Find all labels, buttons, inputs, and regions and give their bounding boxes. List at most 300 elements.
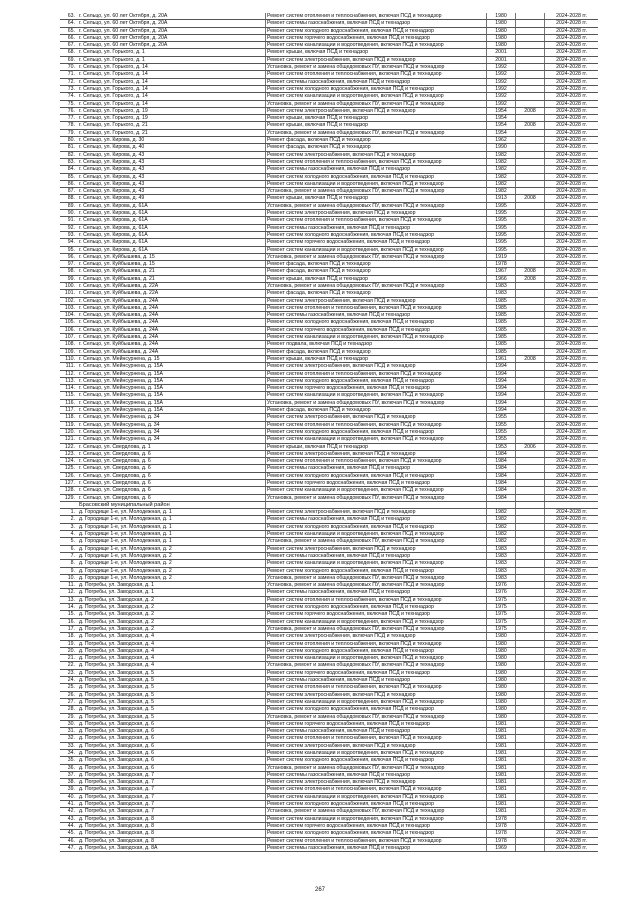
table-body-part-1: [60, 13, 598, 501]
row-period: 2024-2028 гг.: [545, 13, 599, 20]
row-year-repair: [516, 399, 545, 406]
row-address: д. Погребы, ул. Заводская, д. 6: [78, 720, 266, 727]
row-number: 1.: [60, 509, 78, 516]
row-period: 2024-2028 гг.: [545, 655, 599, 662]
table-row: [60, 122, 598, 129]
row-year-repair: 2008: [516, 275, 545, 282]
row-number: 22.: [60, 662, 78, 669]
row-work-type: Ремонт систем канализации и водоотведения, включая ПСД и технадзор: [266, 487, 487, 494]
row-year-built: 1992: [487, 85, 516, 92]
row-address: г. Сельцо, ул. Горького, д. 1: [78, 56, 266, 63]
table-row: [60, 129, 598, 136]
row-period: 2024-2028 гг.: [545, 582, 599, 589]
row-address: г. Сельцо, ул. Горького, д. 19: [78, 115, 266, 122]
row-year-repair: [516, 173, 545, 180]
row-number: 123.: [60, 450, 78, 457]
row-year-built: 1994: [487, 377, 516, 384]
row-period: 2024-2028 гг.: [545, 275, 599, 282]
row-period: 2024-2028 гг.: [545, 319, 599, 326]
row-year-built: 1982: [487, 516, 516, 523]
row-period: 2024-2028 гг.: [545, 370, 599, 377]
row-year-built: 1978: [487, 837, 516, 844]
row-number: 120.: [60, 428, 78, 435]
row-number: 101.: [60, 290, 78, 297]
row-year-repair: [516, 224, 545, 231]
row-address: г. Сельцо, ул. Кирова, д. 61А: [78, 246, 266, 253]
section-empty-period: [545, 501, 599, 508]
row-number: 104.: [60, 312, 78, 319]
row-year-built: 1982: [487, 158, 516, 165]
table-row: [60, 290, 598, 297]
row-year-built: 1981: [487, 749, 516, 756]
row-year-built: 1995: [487, 239, 516, 246]
row-number: 81.: [60, 144, 78, 151]
row-year-built: 1994: [487, 399, 516, 406]
row-year-built: 1992: [487, 78, 516, 85]
section-header-row: [60, 501, 598, 508]
row-work-type: Установка, ремонт и замена общедомовых ПУ, включая ПСД и технадзор: [266, 764, 487, 771]
row-number: 109.: [60, 348, 78, 355]
row-work-type: Ремонт системы газоснабжения, включая ПСД и технадзор: [266, 552, 487, 559]
row-number: 7.: [60, 552, 78, 559]
row-work-type: Ремонт систем отопления и теплоснабжения, включая ПСД и технадзор: [266, 370, 487, 377]
row-year-repair: [516, 494, 545, 501]
table-body-part-2: [60, 509, 598, 852]
row-number: 26.: [60, 691, 78, 698]
row-address: г. Сельцо, ул. Кирова, д. 61А: [78, 231, 266, 238]
row-year-built: 1981: [487, 786, 516, 793]
row-address: д. Погребы, ул. Заводская, д. 6: [78, 735, 266, 742]
row-number: 66.: [60, 34, 78, 41]
row-year-repair: [516, 655, 545, 662]
row-address: г. Сельцо, ул. Мейнсурнена, д. 15А: [78, 377, 266, 384]
row-period: 2024-2028 гг.: [545, 231, 599, 238]
row-year-built: 1995: [487, 246, 516, 253]
row-year-repair: [516, 64, 545, 71]
row-year-built: 1983: [487, 282, 516, 289]
row-period: 2024-2028 гг.: [545, 808, 599, 815]
row-address: д. Погребы, ул. Заводская, д. 8: [78, 837, 266, 844]
row-work-type: Установка, ремонт и замена общедомовых ПУ, включая ПСД и технадзор: [266, 282, 487, 289]
row-address: д. Погребы, ул. Заводская, д. 1: [78, 589, 266, 596]
row-year-repair: [516, 326, 545, 333]
row-work-type: Ремонт систем холодного водоснабжения, включая ПСД и технадзор: [266, 757, 487, 764]
row-year-repair: [516, 735, 545, 742]
row-year-repair: 2008: [516, 268, 545, 275]
row-period: 2024-2028 гг.: [545, 188, 599, 195]
row-number: 42.: [60, 808, 78, 815]
table-row: [60, 443, 598, 450]
table-row: [60, 261, 598, 268]
row-period: 2024-2028 гг.: [545, 625, 599, 632]
row-year-repair: [516, 71, 545, 78]
row-work-type: Ремонт систем канализации и водоотведения, включая ПСД и технадзор: [266, 655, 487, 662]
table-row: [60, 115, 598, 122]
row-year-repair: [516, 779, 545, 786]
row-address: г. Сельцо, ул. Кирова, д. 61А: [78, 239, 266, 246]
row-year-built: 1984: [487, 465, 516, 472]
row-number: 12.: [60, 589, 78, 596]
row-year-built: 1992: [487, 93, 516, 100]
row-address: д. Погребы, ул. Заводская, д. 2: [78, 618, 266, 625]
row-number: 105.: [60, 319, 78, 326]
row-address: г. Сельцо, ул. Куйбышева, д. 24А: [78, 326, 266, 333]
table-row: [60, 78, 598, 85]
row-year-repair: [516, 487, 545, 494]
table-row: [60, 370, 598, 377]
row-year-built: 1955: [487, 436, 516, 443]
table-row: [60, 49, 598, 56]
table-row: [60, 538, 598, 545]
table-row: [60, 567, 598, 574]
row-year-repair: [516, 246, 545, 253]
row-year-built: 1954: [487, 107, 516, 114]
row-period: 2024-2028 гг.: [545, 195, 599, 202]
row-period: 2024-2028 гг.: [545, 801, 599, 808]
table-row: [60, 830, 598, 837]
row-period: 2024-2028 гг.: [545, 42, 599, 49]
row-year-repair: [516, 574, 545, 581]
row-year-repair: [516, 312, 545, 319]
row-address: г. Сельцо, ул. Куйбышева, д. 24А: [78, 312, 266, 319]
row-address: д. Городище 1-е, ул. Молодежная, д. 2: [78, 552, 266, 559]
row-period: 2024-2028 гг.: [545, 107, 599, 114]
row-period: 2024-2028 гг.: [545, 604, 599, 611]
row-year-repair: [516, 129, 545, 136]
row-period: 2024-2028 гг.: [545, 589, 599, 596]
row-year-repair: [516, 144, 545, 151]
row-period: 2024-2028 гг.: [545, 443, 599, 450]
row-address: д. Городище 1-е, ул. Молодежная, д. 1: [78, 538, 266, 545]
row-year-built: 1980: [487, 640, 516, 647]
row-year-repair: [516, 385, 545, 392]
row-year-built: 1954: [487, 122, 516, 129]
row-period: 2024-2028 гг.: [545, 202, 599, 209]
row-period: 2024-2028 гг.: [545, 822, 599, 829]
row-address: д. Погребы, ул. Заводская, д. 5: [78, 691, 266, 698]
row-work-type: Ремонт систем канализации и водоотведения, включая ПСД и технадзор: [266, 749, 487, 756]
row-year-built: 1984: [487, 472, 516, 479]
row-period: 2024-2028 гг.: [545, 49, 599, 56]
row-period: 2024-2028 гг.: [545, 224, 599, 231]
row-number: 27.: [60, 698, 78, 705]
row-work-type: Ремонт систем электроснабжения, включая ПСД и технадзор: [266, 633, 487, 640]
row-number: 37.: [60, 771, 78, 778]
row-address: д. Погребы, ул. Заводская, д. 7: [78, 801, 266, 808]
row-work-type: Ремонт систем отопления и теплоснабжения, включая ПСД и технадзор: [266, 458, 487, 465]
row-work-type: Ремонт фасада, включая ПСД и технадзор: [266, 261, 487, 268]
row-number: 83.: [60, 158, 78, 165]
row-year-built: 1980: [487, 42, 516, 49]
row-address: г. Сельцо, ул. Горького, д. 14: [78, 71, 266, 78]
row-address: г. Сельцо, ул. 60 лет Октября, д. 20А: [78, 20, 266, 27]
row-year-built: 1994: [487, 407, 516, 414]
table-row: [60, 450, 598, 457]
row-year-built: 1981: [487, 728, 516, 735]
table-row: [60, 494, 598, 501]
row-year-repair: [516, 647, 545, 654]
row-work-type: Ремонт систем канализации и водоотведения, включая ПСД и технадзор: [266, 392, 487, 399]
table-row: [60, 560, 598, 567]
row-address: д. Погребы, ул. Заводская, д. 6: [78, 749, 266, 756]
row-address: г. Сельцо, ул. Кирова, д. 43: [78, 173, 266, 180]
row-year-built: 1995: [487, 210, 516, 217]
row-period: 2024-2028 гг.: [545, 290, 599, 297]
table-row: [60, 297, 598, 304]
row-year-repair: [516, 363, 545, 370]
row-number: 67.: [60, 42, 78, 49]
row-address: г. Сельцо, ул. Горького, д. 14: [78, 93, 266, 100]
row-work-type: Установка, ремонт и замена общедомовых ПУ, включая ПСД и технадзор: [266, 582, 487, 589]
row-year-built: 1994: [487, 392, 516, 399]
row-work-type: Ремонт крыши, включая ПСД и технадзор: [266, 49, 487, 56]
row-address: г. Сельцо, ул. Горького, д. 1: [78, 49, 266, 56]
row-year-repair: [516, 764, 545, 771]
row-period: 2024-2028 гг.: [545, 428, 599, 435]
table-row: [60, 728, 598, 735]
row-year-built: 1985: [487, 326, 516, 333]
row-work-type: Ремонт фасада, включая ПСД и технадзор: [266, 268, 487, 275]
row-year-repair: [516, 115, 545, 122]
row-period: 2024-2028 гг.: [545, 282, 599, 289]
row-number: 115.: [60, 392, 78, 399]
row-address: г. Сельцо, ул. Мейнсурнена, д. 15А: [78, 385, 266, 392]
row-year-built: 1981: [487, 764, 516, 771]
table-row: [60, 604, 598, 611]
row-address: д. Городище 1-е, ул. Молодежная, д. 1: [78, 516, 266, 523]
capital-repair-table: [60, 13, 598, 852]
row-number: 127.: [60, 480, 78, 487]
row-period: 2024-2028 гг.: [545, 34, 599, 41]
row-period: 2024-2028 гг.: [545, 363, 599, 370]
row-work-type: Ремонт систем отопления и теплоснабжения, включая ПСД и технадзор: [266, 640, 487, 647]
row-address: г. Сельцо, ул. Мейнсурнена, д. 15А: [78, 407, 266, 414]
row-year-repair: [516, 545, 545, 552]
row-period: 2024-2028 гг.: [545, 669, 599, 676]
row-work-type: Установка, ремонт и замена общедомовых ПУ, включая ПСД и технадзор: [266, 713, 487, 720]
row-number: 24.: [60, 677, 78, 684]
row-year-built: 1966: [487, 275, 516, 282]
row-period: 2024-2028 гг.: [545, 56, 599, 63]
row-year-repair: [516, 749, 545, 756]
schedule-table-sheet: [60, 13, 587, 852]
row-period: 2024-2028 гг.: [545, 122, 599, 129]
row-year-repair: [516, 377, 545, 384]
row-period: 2024-2028 гг.: [545, 749, 599, 756]
row-work-type: Установка, ремонт и замена общедомовых ПУ, включая ПСД и технадзор: [266, 808, 487, 815]
table-row: [60, 107, 598, 114]
row-year-built: 1985: [487, 348, 516, 355]
row-address: д. Погребы, ул. Заводская, д. 4: [78, 662, 266, 669]
table-row: [60, 326, 598, 333]
row-period: 2024-2028 гг.: [545, 261, 599, 268]
row-year-repair: [516, 217, 545, 224]
table-row: [60, 677, 598, 684]
table-row: [60, 436, 598, 443]
row-work-type: Ремонт систем электроснабжения, включая ПСД и технадзор: [266, 450, 487, 457]
row-year-repair: 2008: [516, 355, 545, 362]
table-row: [60, 706, 598, 713]
row-year-repair: [516, 742, 545, 749]
row-year-repair: [516, 341, 545, 348]
row-number: 41.: [60, 801, 78, 808]
row-year-repair: [516, 625, 545, 632]
row-period: 2024-2028 гг.: [545, 166, 599, 173]
table-row: [60, 377, 598, 384]
row-period: 2024-2028 гг.: [545, 450, 599, 457]
row-period: 2024-2028 гг.: [545, 115, 599, 122]
row-year-repair: [516, 188, 545, 195]
row-year-repair: [516, 253, 545, 260]
row-address: д. Погребы, ул. Заводская, д. 7: [78, 793, 266, 800]
row-address: г. Сельцо, ул. Мейнсурнена, д. 34: [78, 436, 266, 443]
row-work-type: Ремонт систем горячего водоснабжения, включая ПСД и технадзор: [266, 385, 487, 392]
row-period: 2024-2028 гг.: [545, 844, 599, 851]
table-row: [60, 85, 598, 92]
row-work-type: Ремонт систем электроснабжения, включая ПСД и технадзор: [266, 545, 487, 552]
row-address: г. Сельцо, ул. Мейнсурнена, д. 34: [78, 421, 266, 428]
table-row: [60, 202, 598, 209]
row-year-repair: [516, 319, 545, 326]
row-number: 32.: [60, 735, 78, 742]
row-year-built: 1981: [487, 735, 516, 742]
row-year-built: 1980: [487, 13, 516, 20]
row-work-type: Ремонт систем отопления и теплоснабжения, включая ПСД и технадзор: [266, 735, 487, 742]
row-year-built: 1995: [487, 217, 516, 224]
table-row: [60, 20, 598, 27]
row-number: 126.: [60, 472, 78, 479]
row-work-type: Ремонт систем канализации и водоотведения, включая ПСД и технадзор: [266, 180, 487, 187]
table-row: [60, 399, 598, 406]
row-period: 2024-2028 гг.: [545, 151, 599, 158]
row-year-repair: [516, 830, 545, 837]
row-year-repair: [516, 151, 545, 158]
row-year-repair: [516, 239, 545, 246]
row-year-repair: [516, 465, 545, 472]
row-year-built: 1984: [487, 487, 516, 494]
row-number: 77.: [60, 115, 78, 122]
row-number: 34.: [60, 749, 78, 756]
row-work-type: Ремонт систем горячего водоснабжения, включая ПСД и технадзор: [266, 480, 487, 487]
table-row: [60, 268, 598, 275]
row-year-repair: [516, 793, 545, 800]
row-address: д. Городище 1-е, ул. Молодежная, д. 2: [78, 560, 266, 567]
row-address: д. Погребы, ул. Заводская, д. 5: [78, 677, 266, 684]
table-row: [60, 574, 598, 581]
row-year-repair: [516, 640, 545, 647]
row-number: 3.: [60, 523, 78, 530]
table-row: [60, 531, 598, 538]
row-year-repair: [516, 728, 545, 735]
row-address: д. Погребы, ул. Заводская, д. 6: [78, 757, 266, 764]
row-number: 85.: [60, 173, 78, 180]
row-address: д. Городище 1-е, ул. Молодежная, д. 2: [78, 545, 266, 552]
row-work-type: Ремонт систем отопления и теплоснабжения, включая ПСД и технадзор: [266, 596, 487, 603]
table-row: [60, 42, 598, 49]
row-number: 121.: [60, 436, 78, 443]
row-work-type: Установка, ремонт и замена общедомовых ПУ, включая ПСД и технадзор: [266, 399, 487, 406]
row-number: 65.: [60, 27, 78, 34]
row-address: г. Сельцо, ул. Кирова, д. 43: [78, 151, 266, 158]
row-year-built: 1984: [487, 494, 516, 501]
row-year-repair: [516, 421, 545, 428]
row-number: 23.: [60, 669, 78, 676]
row-address: г. Сельцо, ул. Мейнсурнена, д. 15А: [78, 392, 266, 399]
row-year-repair: 2008: [516, 195, 545, 202]
row-address: д. Погребы, ул. Заводская, д. 7: [78, 808, 266, 815]
row-year-repair: [516, 100, 545, 107]
row-number: 25.: [60, 684, 78, 691]
row-work-type: Ремонт систем электроснабжения, включая ПСД и технадзор: [266, 210, 487, 217]
row-year-built: 1980: [487, 698, 516, 705]
row-period: 2024-2028 гг.: [545, 662, 599, 669]
row-number: 10.: [60, 574, 78, 581]
row-work-type: Ремонт систем канализации и водоотведения, включая ПСД и технадзор: [266, 793, 487, 800]
row-period: 2024-2028 гг.: [545, 377, 599, 384]
table-row: [60, 275, 598, 282]
row-year-built: 1985: [487, 297, 516, 304]
row-address: г. Сельцо, ул. Горького, д. 14: [78, 100, 266, 107]
row-year-built: 1980: [487, 684, 516, 691]
table-row: [60, 421, 598, 428]
row-work-type: Установка, ремонт и замена общедомовых ПУ, включая ПСД и технадзор: [266, 625, 487, 632]
row-number: 70.: [60, 64, 78, 71]
row-work-type: Ремонт системы газоснабжения, включая ПСД и технадзор: [266, 312, 487, 319]
row-year-built: 1985: [487, 304, 516, 311]
row-address: д. Городище 1-е, ул. Молодежная, д. 2: [78, 574, 266, 581]
row-year-built: 1961: [487, 355, 516, 362]
row-period: 2024-2028 гг.: [545, 771, 599, 778]
row-period: 2024-2028 гг.: [545, 552, 599, 559]
row-period: 2024-2028 гг.: [545, 341, 599, 348]
row-period: 2024-2028 гг.: [545, 793, 599, 800]
row-number: 68.: [60, 49, 78, 56]
row-address: д. Погребы, ул. Заводская, д. 2: [78, 625, 266, 632]
row-address: д. Погребы, ул. Заводская, д. 5: [78, 684, 266, 691]
row-address: д. Погребы, ул. Заводская, д. 6: [78, 728, 266, 735]
row-work-type: Ремонт систем холодного водоснабжения, включая ПСД и технадзор: [266, 27, 487, 34]
row-year-repair: [516, 297, 545, 304]
row-work-type: Ремонт систем канализации и водоотведения, включая ПСД и технадзор: [266, 698, 487, 705]
row-address: д. Погребы, ул. Заводская, д. 2: [78, 596, 266, 603]
row-number: 107.: [60, 334, 78, 341]
table-row: [60, 698, 598, 705]
row-year-repair: [516, 604, 545, 611]
row-year-repair: [516, 49, 545, 56]
table-row: [60, 749, 598, 756]
row-work-type: Установка, ремонт и замена общедомовых ПУ, включая ПСД и технадзор: [266, 538, 487, 545]
row-number: 35.: [60, 757, 78, 764]
row-work-type: Ремонт крыши, включая ПСД и технадзор: [266, 443, 487, 450]
row-work-type: Ремонт систем холодного водоснабжения, включая ПСД и технадзор: [266, 801, 487, 808]
row-work-type: Ремонт фасада, включая ПСД и технадзор: [266, 407, 487, 414]
table-row: [60, 633, 598, 640]
row-work-type: Ремонт систем отопления и теплоснабжения, включая ПСД и технадзор: [266, 684, 487, 691]
row-period: 2024-2028 гг.: [545, 100, 599, 107]
row-work-type: Ремонт систем отопления и теплоснабжения, включая ПСД и технадзор: [266, 421, 487, 428]
row-year-built: 1982: [487, 180, 516, 187]
row-period: 2024-2028 гг.: [545, 217, 599, 224]
table-row: [60, 742, 598, 749]
row-year-repair: [516, 538, 545, 545]
row-year-repair: [516, 202, 545, 209]
row-period: 2024-2028 гг.: [545, 560, 599, 567]
row-work-type: Ремонт системы газоснабжения, включая ПСД и технадзор: [266, 166, 487, 173]
row-year-built: 1980: [487, 691, 516, 698]
row-year-repair: [516, 552, 545, 559]
table-row: [60, 844, 598, 851]
row-year-built: 1980: [487, 20, 516, 27]
